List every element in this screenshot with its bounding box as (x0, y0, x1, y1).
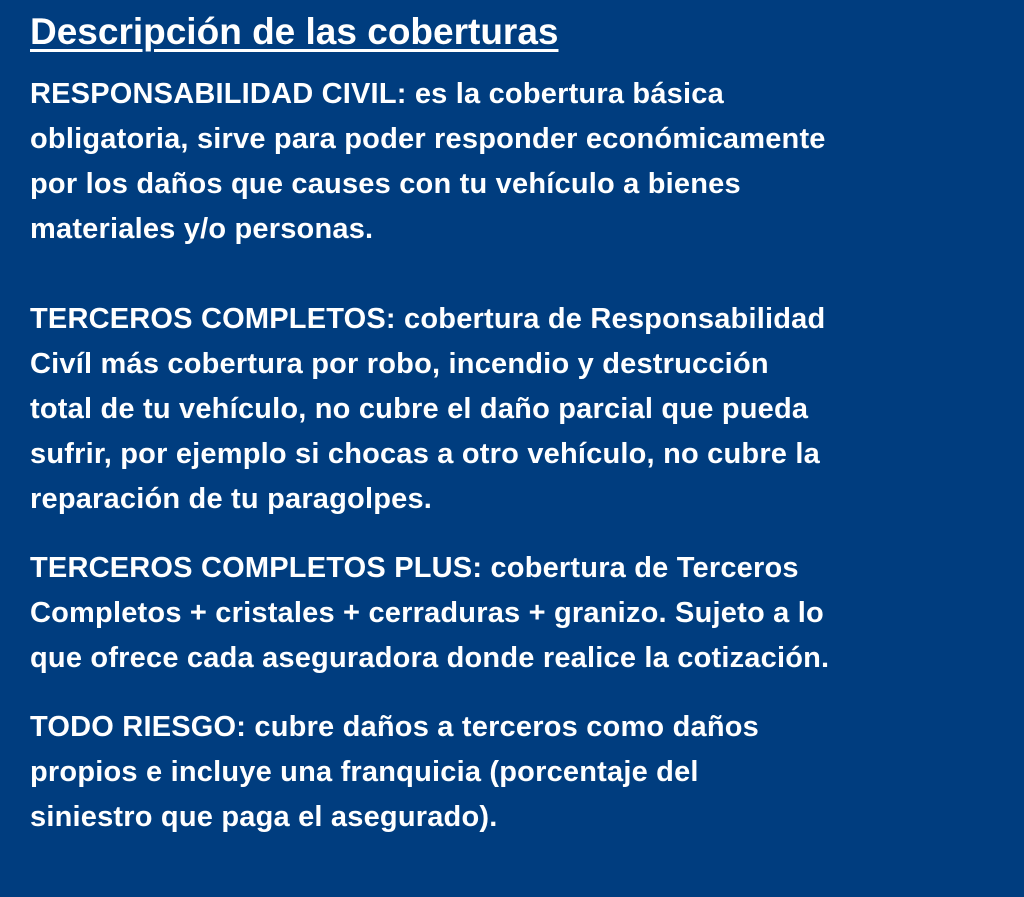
coverage-line: RESPONSABILIDAD CIVIL: es la cobertura básica (30, 78, 724, 111)
coverage-line: Civíl más cobertura por robo, incendio y destrucción (30, 348, 769, 381)
coverage-line: Completos + cristales + cerraduras + granizo. Sujeto a lo (30, 597, 824, 630)
coverage-line: obligatoria, sirve para poder responder económicamente (30, 123, 826, 156)
coverage-terceros-completos (30, 297, 1004, 522)
coverage-line: por los daños que causes con tu vehículo a bienes (30, 168, 741, 201)
coverage-terceros-completos-plus (30, 546, 1004, 681)
page-title: Descripción de las coberturas (30, 11, 559, 52)
coverage-line: sufrir, por ejemplo si chocas a otro vehículo, no cubre la (30, 438, 820, 471)
coverage-line: TERCEROS COMPLETOS PLUS: cobertura de Terceros (30, 552, 799, 585)
coverage-line: total de tu vehículo, no cubre el daño parcial que pueda (30, 393, 809, 426)
coverage-line: reparación de tu paragolpes. (30, 483, 433, 516)
coverage-line: que ofrece cada aseguradora donde realice la cotización. (30, 642, 830, 675)
coverage-line: TODO RIESGO: cubre daños a terceros como daños (30, 711, 760, 744)
coverage-line: TERCEROS COMPLETOS: cobertura de Responsabilidad (30, 303, 826, 336)
coverage-line: propios e incluye una franquicia (porcentaje del (30, 756, 699, 789)
coverage-todo-riesgo (30, 705, 1004, 840)
coverage-line: siniestro que paga el asegurado). (30, 801, 498, 834)
coverage-line: materiales y/o personas. (30, 213, 374, 246)
coverage-responsabilidad-civil (30, 72, 1004, 252)
